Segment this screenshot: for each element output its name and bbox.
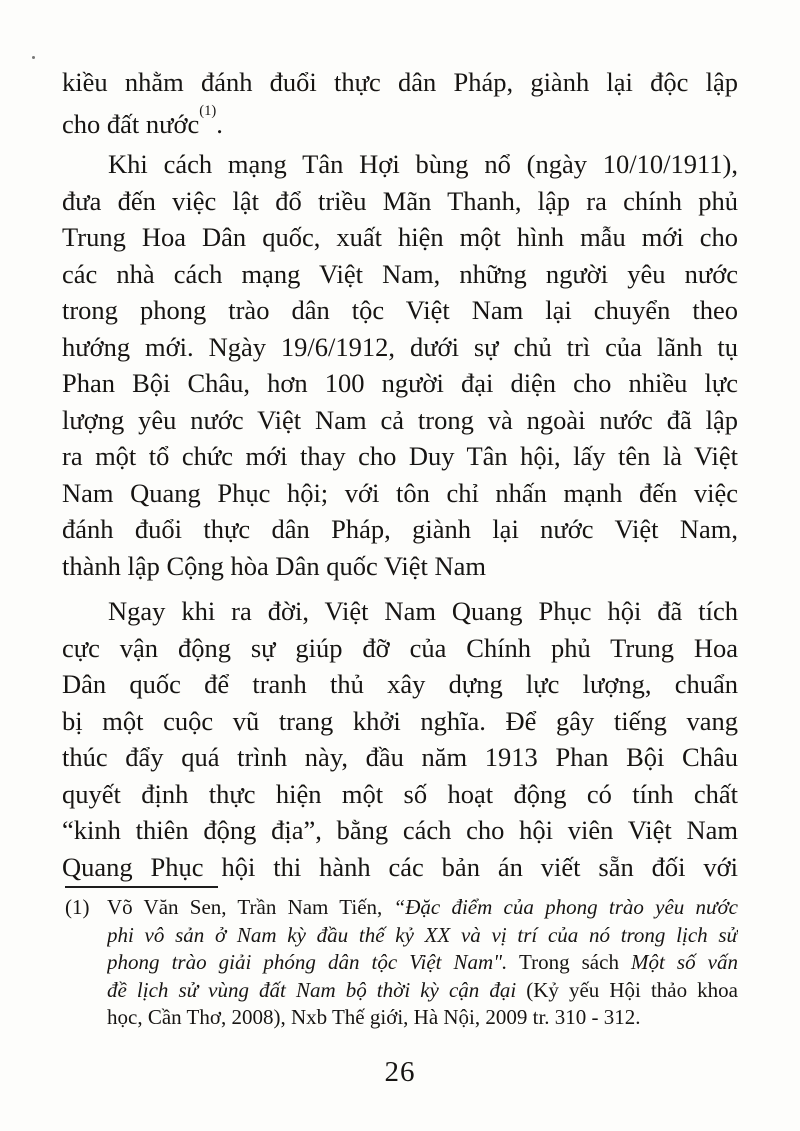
text-line: đánh đuổi thực dân Pháp, giành lại nước Việt Nam, <box>62 514 738 544</box>
text-line: cực vận động sự giúp đỡ của Chính phủ Trung Hoa <box>62 632 738 663</box>
footnote-line <box>107 922 738 950</box>
text-run-italic: Một số vấn <box>631 950 738 974</box>
text-line: lượng yêu nước Việt Nam cả trong và ngoài nước đã lập <box>62 404 738 435</box>
text-line: Trung Hoa Dân quốc, xuất hiện một hình mẫu mới cho <box>62 222 738 252</box>
text-run: . <box>216 108 223 137</box>
text-line: hướng mới. Ngày 19/6/1912, dưới sự chủ trì của lãnh tụ <box>62 331 738 362</box>
text-line: quyết định thực hiện một số hoạt động có tính chất <box>62 778 738 809</box>
footnote-number: (1) <box>65 895 90 919</box>
footnote-reference-marker: (1) <box>199 103 217 120</box>
page-body-text <box>62 64 738 885</box>
paragraph-1 <box>62 64 738 137</box>
text-run: cho đất nước <box>62 108 200 137</box>
paragraph-2 <box>62 146 738 584</box>
text-line <box>62 101 738 138</box>
text-line: thành lập Cộng hòa Dân quốc Việt Nam <box>62 550 487 581</box>
text-line: Quang Phục hội thi hành các bản án viết sẵn đối với <box>62 851 738 882</box>
text-line: Nam Quang Phục hội; với tôn chỉ nhấn mạnh đến việc <box>62 477 738 508</box>
text-run-italic: phong trào giải phóng dân tộc Việt Nam". <box>107 950 508 974</box>
paragraph-3 <box>62 593 738 885</box>
text-line: các nhà cách mạng Việt Nam, những người yêu nước <box>62 258 738 289</box>
text-run: (Kỷ yếu Hội thảo khoa <box>516 977 738 1002</box>
text-line: Dân quốc để tranh thủ xây dựng lực lượng, chuẩn <box>62 669 738 699</box>
text-line: trong phong trào dân tộc Việt Nam lại chuyển theo <box>62 295 738 325</box>
text-line: ra một tổ chức mới thay cho Duy Tân hội, lấy tên là Việt <box>62 441 738 471</box>
text-line: đưa đến việc lật đổ triều Mãn Thanh, lập ra chính phủ <box>62 185 738 216</box>
text-run: Võ Văn Sen, Trần Nam Tiến, <box>107 895 394 919</box>
footnote-line <box>107 977 738 1005</box>
footnote-line <box>107 894 738 922</box>
footnote-separator-rule <box>65 886 218 888</box>
text-line: Phan Bội Châu, hơn 100 người đại diện cho nhiều lực <box>62 368 738 398</box>
footnote-line <box>107 949 738 977</box>
text-run: Trong sách <box>507 950 632 974</box>
text-run-italic: phi vô sản ở Nam kỳ đầu thế kỷ XX và vị trí của nó trong lịch sử <box>107 922 738 947</box>
footnote <box>65 894 738 1032</box>
text-run-italic: “Đặc điểm của phong trào yêu nước <box>393 895 738 919</box>
text-line: thúc đẩy quá trình này, đầu năm 1913 Phan Bội Châu <box>62 742 738 772</box>
text-line: Khi cách mạng Tân Hợi bùng nổ (ngày 10/10/1911), <box>108 149 738 179</box>
text-line: bị một cuộc vũ trang khởi nghĩa. Để gây tiếng vang <box>62 705 738 736</box>
text-line: Ngay khi ra đời, Việt Nam Quang Phục hội đã tích <box>108 596 738 626</box>
text-line: “kinh thiên động địa”, bằng cách cho hội viên Việt Nam <box>62 815 738 845</box>
page-number: 26 <box>384 1056 416 1088</box>
print-speck-artifact <box>32 56 35 59</box>
text-line: kiều nhằm đánh đuổi thực dân Pháp, giành lại độc lập <box>62 67 738 97</box>
footnote-line <box>107 1004 738 1032</box>
text-run: học, Cần Thơ, 2008), Nxb Thế giới, Hà Nội, 2009 tr. 310 - 312. <box>107 1005 641 1029</box>
text-run-italic: đề lịch sử vùng đất Nam bộ thời kỳ cận đại <box>107 977 517 1002</box>
